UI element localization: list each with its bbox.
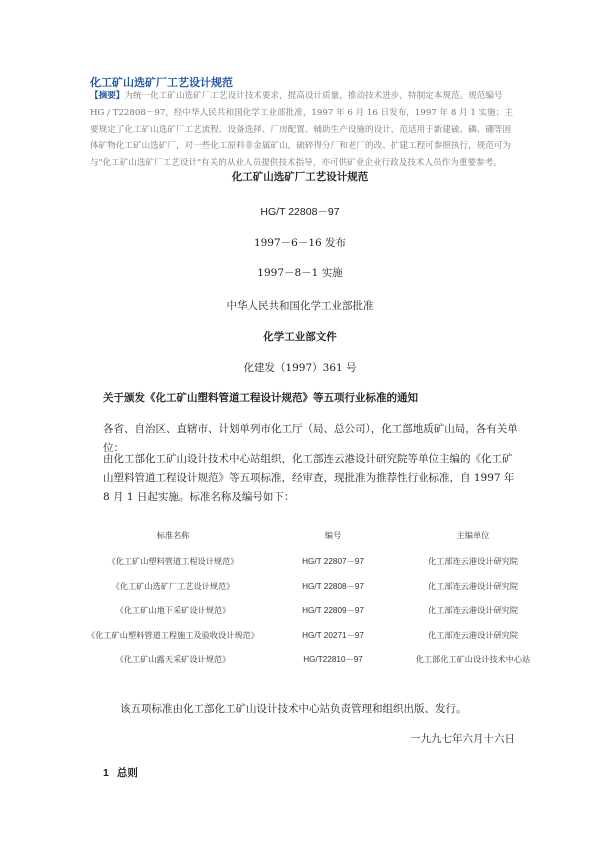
table-row (78, 605, 548, 630)
issue-date: 1997－6－16 发布 (253, 237, 347, 249)
standard-name: 《化工矿山选矿厂工艺设计规范》 (111, 580, 235, 591)
table-row (78, 581, 548, 606)
standard-code-cell: HG/T 22809－97 (302, 606, 364, 615)
closing-statement: 该五项标准由化工部化工矿山设计技术中心站负责管理和组织出版、发行。 (120, 703, 467, 715)
standard-name: 《化工矿山塑料管道工程设计规范》 (107, 556, 239, 566)
standard-editor: 化工部化工矿山设计技术中心站 (415, 654, 531, 664)
notice-title: 关于颁发《化工矿山塑料管道工程设计规范》等五项行业标准的通知 (103, 392, 418, 404)
approver: 中华人民共和国化学工业部批准 (226, 300, 374, 312)
standard-name: 《化工矿山塑料管道工程施工及验收设计规范》 (87, 629, 259, 640)
standard-code-cell: HG/T 20271－97 (302, 630, 364, 640)
header-editor: 主编单位 (456, 530, 490, 540)
standard-title: 化工矿山选矿厂工艺设计规范 (231, 171, 369, 183)
effective-date: 1997－8－1 实施 (257, 267, 343, 279)
standard-code: HG/T 22808－97 (260, 206, 340, 218)
standard-editor: 化工部连云港设计研究院 (427, 580, 519, 591)
document-file-title: 化学工业部文件 (263, 331, 337, 343)
abstract-label: 【摘要】 (90, 91, 125, 101)
section-title: 总则 (116, 767, 138, 779)
standard-editor: 化工部连云港设计研究院 (427, 556, 519, 566)
table-header-row (78, 530, 548, 556)
standard-editor: 化工部连云港设计研究院 (427, 629, 519, 640)
notice-body: 由化工部化工矿山设计技术中心站组织，化工部连云港设计研究院等单位主编的《化工矿山塑料管道工程设计规范》等五项标准，经审查，现批准为推荐性行业标准，自 1997 年 8 月 1 日起实施。标准名称及编号如下： (103, 453, 515, 503)
abstract-block (90, 88, 518, 172)
document-link-title[interactable]: 化工矿山选矿厂工艺设计规范 (90, 76, 233, 89)
header-name: 标准名称 (156, 530, 190, 540)
standard-code-cell: HG/T 22808－97 (302, 581, 364, 591)
signature-date: 一九九七年六月十六日 (410, 733, 515, 745)
table-row (78, 556, 548, 581)
document-number: 化建发（1997）361 号 (243, 362, 357, 374)
standard-code-cell: HG/T22810－97 (303, 655, 363, 664)
abstract-text: 为统一化工矿山选矿厂工艺设计技术要求，提高设计质量，推动技术进步，特制定本规范。规范编号 HG / T22808－97，经中华人民共和国化学工业部批准，1997 年 6 月 16 日发布，1997 年 8 月 1 实施；主要规定了化工矿山选矿厂工艺流程、设备选择、厂房配置、辅助生产设施的设计，范适用于新建硫、磷、硼等固体矿物化工矿山选矿厂，对一些化工原料非金属矿山，硫碎得分厂和老厂的改、扩建工程可参照执行，规范可为与"化工矿山选矿厂工艺设计"有关的从业人员提供技术指导，亦可供矿业企业行政及技术人员作为重要参考。 (90, 91, 513, 169)
salutation: 各省、自治区、直辖市、计划单列市化工厅（局、总公司），化工部地质矿山局，各有关单位： (103, 423, 518, 454)
standard-name: 《化工矿山地下采矿设计规范》 (115, 605, 231, 615)
standards-table (78, 530, 548, 679)
section-number: 1 (103, 767, 109, 779)
standard-code-cell: HG/T 22807－97 (302, 557, 364, 566)
header-code: 编号 (324, 531, 342, 540)
standard-name: 《化工矿山露天采矿设计规范》 (115, 654, 231, 664)
table-row (78, 654, 548, 679)
section-heading (103, 765, 138, 780)
table-row (78, 630, 548, 655)
standard-editor: 化工部连云港设计研究院 (427, 605, 519, 615)
